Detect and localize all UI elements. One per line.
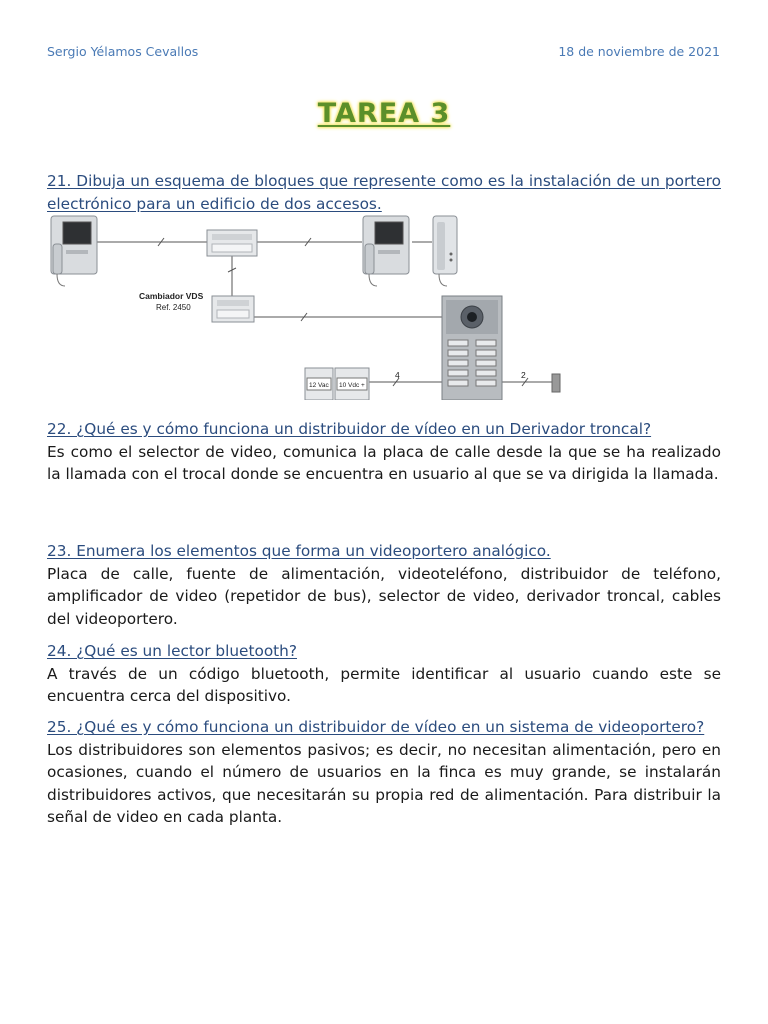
question-23: 23. Enumera los elementos que forma un videoportero analógico. xyxy=(47,542,551,560)
street-panel-icon xyxy=(442,296,502,400)
question-24: 24. ¿Qué es un lector bluetooth? xyxy=(47,642,297,660)
video-distributor-icon xyxy=(207,230,257,256)
answer-22: Es como el selector de video, comunica la placa de calle desde la que se ha realizado la llamada con el trocal donde se encuentra en usuario al que se va dirigida la llamada. xyxy=(47,442,721,483)
section-22 xyxy=(47,418,721,486)
section-21 xyxy=(47,170,721,215)
vds-changer-icon xyxy=(212,296,254,322)
question-25: 25. ¿Qué es y cómo funciona un distribuidor de vídeo en un sistema de videoportero? xyxy=(47,718,705,736)
section-25 xyxy=(47,716,721,829)
page-title: TAREA 3 xyxy=(317,98,451,129)
section-24 xyxy=(47,640,721,708)
section-23 xyxy=(47,540,721,630)
answer-25: Los distribuidores son elementos pasivos; es decir, no necesitan alimentación, pero en ocasiones, cuando el número de usuarios en la finca es muy grande, se instalarán distribuidores activos, que necesitarán su propia red de alimentación. Para distribuir la señal de video en cada planta. xyxy=(47,740,721,826)
wire-count-4: 4 xyxy=(395,370,400,380)
header-date: 18 de noviembre de 2021 xyxy=(558,44,720,59)
question-22: 22. ¿Qué es y cómo funciona un distribuidor de vídeo en un Derivador troncal? xyxy=(47,420,652,438)
video-monitor-icon xyxy=(51,216,97,286)
changer-ref: Ref. 2450 xyxy=(156,303,191,312)
header-author: Sergio Yélamos Cevallos xyxy=(47,44,199,59)
wire-count-2: 2 xyxy=(521,370,526,380)
changer-label: Cambiador VDS xyxy=(139,291,204,301)
door-lock-icon xyxy=(552,374,560,392)
question-21: 21. Dibuja un esquema de bloques que represente como es la instalación de un portero electrónico para un edificio de dos accesos. xyxy=(47,172,721,213)
video-monitor-icon xyxy=(363,216,409,286)
answer-24: A través de un código bluetooth, permite identificar al usuario cuando este se encuentra cerca del dispositivo. xyxy=(47,664,721,705)
intercom-phone-icon xyxy=(433,216,457,286)
psu-label-2: 10 Vdc + xyxy=(339,382,365,389)
psu-label-1: 12 Vac xyxy=(309,382,329,389)
answer-23: Placa de calle, fuente de alimentación, videoteléfono, distribuidor de teléfono, amplificador de video (repetidor de bus), selector de video, derivador troncal, cables del videoportero. xyxy=(47,564,721,628)
intercom-diagram xyxy=(47,214,627,400)
